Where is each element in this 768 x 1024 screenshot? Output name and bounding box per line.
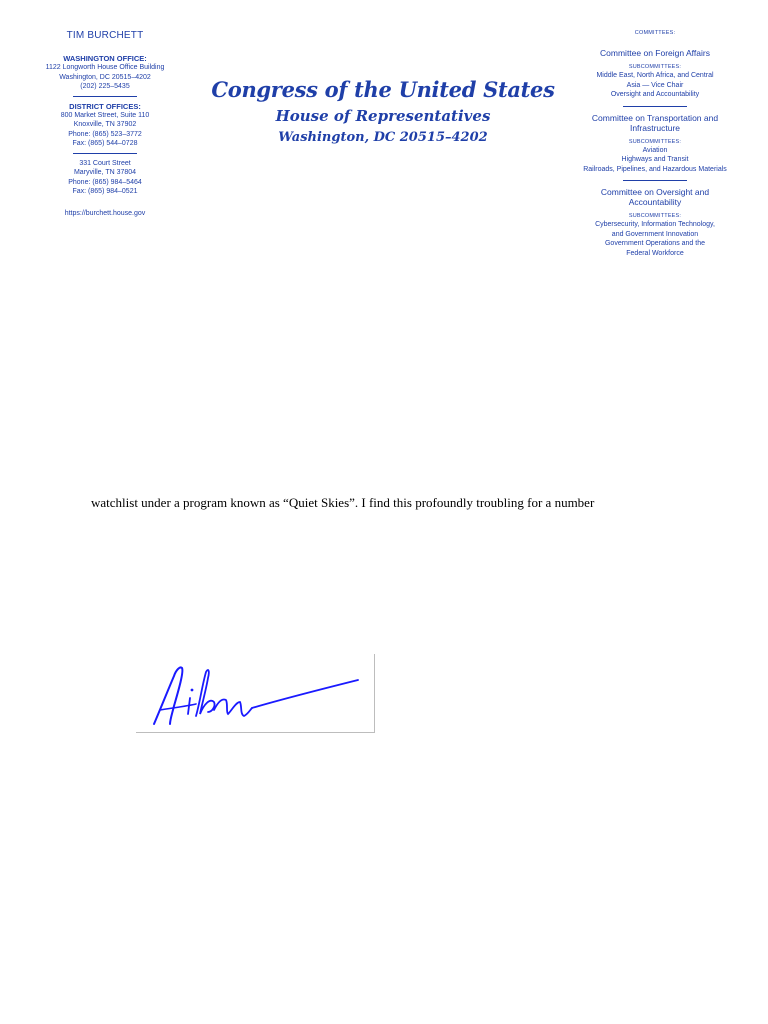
subcommittee-line: Middle East, North Africa, and Central [596,72,714,79]
member-contact-block [20,30,190,218]
subcommittee-line: and Government Innovation [611,230,699,238]
member-name: TIM BURCHETT [66,30,144,41]
committee-oversight: Committee on Oversight and [600,187,710,197]
subcommittees-label: SUBCOMMITTEES: [628,64,682,70]
district-office-line: Knoxville, TN 37902 [73,121,137,128]
district-offices-heading: DISTRICT OFFICES: [69,101,141,111]
divider [623,180,687,181]
committee-oversight: Accountability [628,197,682,207]
committees-block [565,30,745,258]
website-link[interactable]: https://burchett.house.gov [64,209,146,217]
subcommittee-line: Federal Workforce [626,249,684,257]
subcommittee-line: Railroads, Pipelines, and Hazardous Materials [583,165,727,173]
subcommittee-line: Aviation [642,146,668,154]
washington-office-phone: (202) 225–5435 [80,83,130,90]
masthead [210,76,556,148]
subcommittee-line: Asia — Vice Chair [626,81,684,89]
district-office-phone: Phone: (865) 523–3772 [68,130,142,138]
masthead-address: Washington, DC 20515–4202 [278,130,488,145]
subcommittees-label: SUBCOMMITTEES: [628,138,682,145]
divider [623,106,687,107]
masthead-house: House of Representatives [275,107,491,125]
committee-foreign-affairs: Committee on Foreign Affairs [600,48,710,58]
subcommittee-line: Government Operations and the [604,240,705,247]
district-office-phone: Phone: (865) 984–5464 [68,178,142,186]
district-office-line: Maryville, TN 37804 [73,169,137,176]
divider [73,153,137,154]
subcommittee-line: Highways and Transit [621,156,689,163]
district-office-fax: Fax: (865) 544–0728 [72,140,138,147]
subcommittees-label: SUBCOMMITTEES: [628,213,682,219]
district-office-line: 331 Court Street [79,159,131,167]
handwritten-signature-icon [136,654,374,732]
masthead-congress: Congress of the United States [211,77,555,102]
committee-transportation: Committee on Transportation and [591,112,719,123]
subcommittee-line: Oversight and Accountability [610,91,700,98]
washington-office-line: 1122 Longworth House Office Building [45,64,165,71]
letter-body-line: watchlist under a program known as “Quiet Skies”. I find this profoundly troubling for a number [91,495,595,510]
washington-office-heading: WASHINGTON OFFICE: [63,54,147,63]
committee-transportation: Infrastructure [629,122,681,133]
washington-office-line: Washington, DC 20515–4202 [59,73,151,81]
district-office-fax: Fax: (865) 984–0521 [72,188,138,195]
subcommittee-line: Cybersecurity, Information Technology, [595,221,715,228]
signature-box [136,654,375,733]
divider [73,96,137,97]
district-office-line: 800 Market Street, Suite 110 [60,111,150,119]
committees-label: COMMITTEES: [634,30,676,36]
